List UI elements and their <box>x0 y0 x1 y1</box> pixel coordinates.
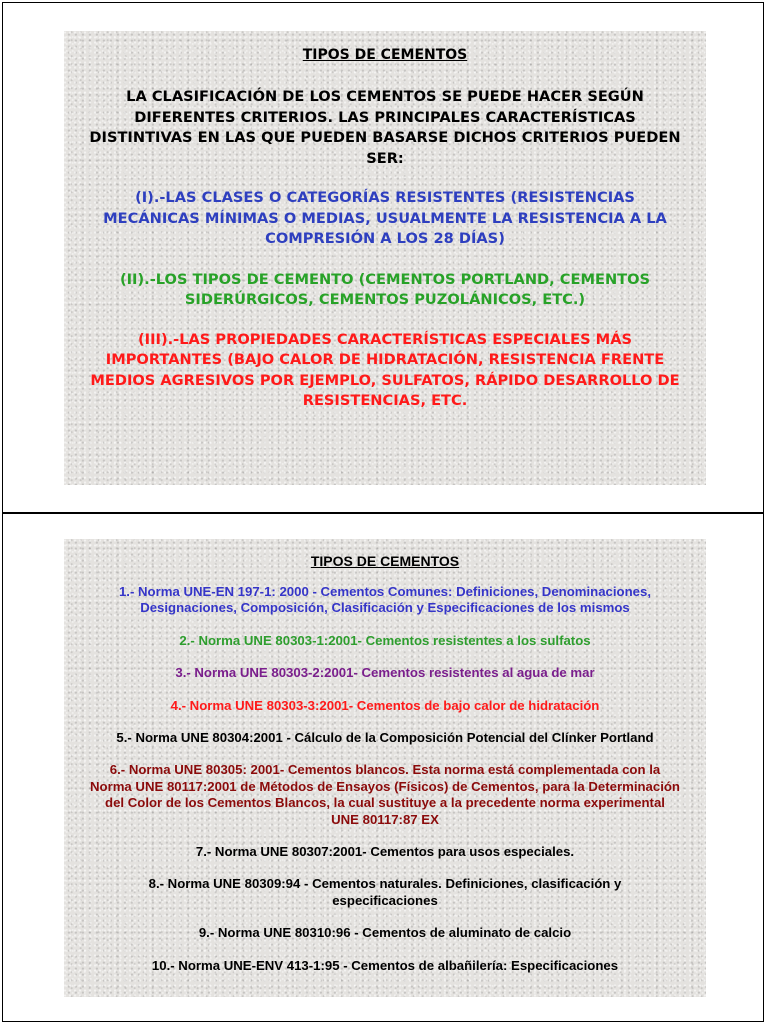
criterion-1-resistance-classes: (I).-LAS CLASES O CATEGORÍAS RESISTENTES (RESISTENCIAS MECÁNICAS MÍNIMAS O MEDIAS, USUALMENTE LA RESISTENCIA A LA COMPRESIÓN A LOS 28 DÍAS) <box>103 189 667 247</box>
norms-list <box>64 584 706 974</box>
slide-1-title: TIPOS DE CEMENTOS <box>302 47 468 63</box>
norm-item-1: 1.- Norma UNE-EN 197-1: 2000 - Cementos Comunes: Definiciones, Denominaciones, Designaciones, Composición, Clasificación y Especificaciones de los mismos <box>118 584 652 616</box>
slide-1 <box>64 31 706 485</box>
intro-paragraph: LA CLASIFICACIÓN DE LOS CEMENTOS SE PUEDE HACER SEGÚN DIFERENTES CRITERIOS. LAS PRINCIPALES CARACTERÍSTICAS DISTINTIVAS EN LAS QUE PUEDEN BASARSE DICHOS CRITERIOS PUEDEN SER: <box>89 88 681 167</box>
norm-item-8: 8.- Norma UNE 80309:94 - Cementos naturales. Definiciones, clasificación y especificaciones <box>148 876 622 908</box>
criterion-3-special-properties: (III).-LAS PROPIEDADES CARACTERÍSTICAS ESPECIALES MÁS IMPORTANTES (BAJO CALOR DE HIDRATACIÓN, RESISTENCIA FRENTE MEDIOS AGRESIVOS POR EJEMPLO, SULFATOS, RÁPIDO DESARROLLO DE RESISTENCIAS, ETC. <box>90 330 680 409</box>
norm-item-5: 5.- Norma UNE 80304:2001 - Cálculo de la Composición Potencial del Clínker Portland <box>116 730 654 746</box>
norm-item-6: 6.- Norma UNE 80305: 2001- Cementos blancos. Esta norma está complementada con la Norma UNE 80117:2001 de Métodos de Ensayos (Físicos) de Cementos, para la Determinación del Color de los Cementos Blancos, la cual sustituye a la precedente norma experimental UNE 80117:87 EX <box>90 762 680 827</box>
slide-2 <box>64 539 706 997</box>
page-frame-1 <box>2 2 764 513</box>
slide-2-title: TIPOS DE CEMENTOS <box>310 553 460 569</box>
norm-item-4: 4.- Norma UNE 80303-3:2001- Cementos de bajo calor de hidratación <box>170 697 600 713</box>
norm-item-3: 3.- Norma UNE 80303-2:2001- Cementos resistentes al agua de mar <box>175 665 595 681</box>
page-frame-2 <box>2 513 764 1022</box>
norm-item-10: 10.- Norma UNE-ENV 413-1:95 - Cementos de albañilería: Especificaciones <box>151 957 619 973</box>
norm-item-9: 9.- Norma UNE 80310:96 - Cementos de aluminato de calcio <box>198 925 572 941</box>
norm-item-7: 7.- Norma UNE 80307:2001- Cementos para usos especiales. <box>195 844 575 860</box>
criterion-2-cement-types: (II).-LOS TIPOS DE CEMENTO (CEMENTOS PORTLAND, CEMENTOS SIDERÚRGICOS, CEMENTOS PUZOLÁNICOS, ETC.) <box>119 270 651 308</box>
norm-item-2: 2.- Norma UNE 80303-1:2001- Cementos resistentes a los sulfatos <box>179 632 591 648</box>
